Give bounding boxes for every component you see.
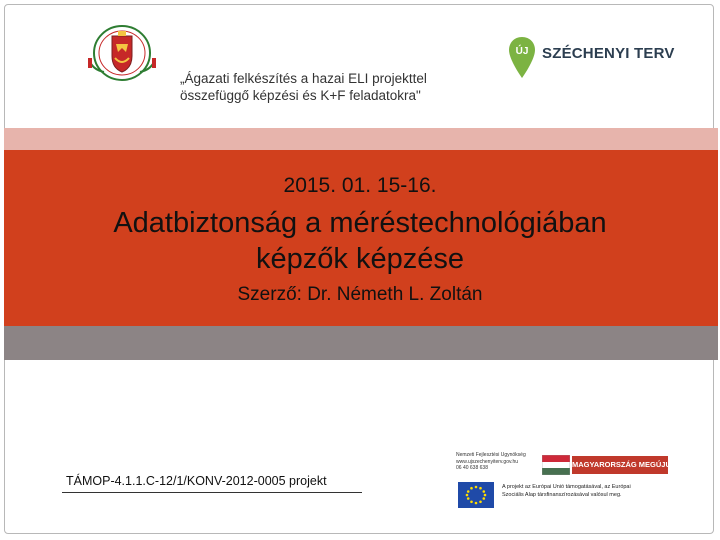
event-date: 2015. 01. 15-16. bbox=[283, 174, 437, 197]
szechenyi-wordmark: SZÉCHENYI TERV bbox=[542, 45, 675, 62]
map-pin-icon bbox=[508, 36, 536, 80]
slide-title bbox=[0, 205, 720, 277]
nfu-line-3: 06 40 638 638 bbox=[456, 465, 488, 471]
title-line-1: Adatbiztonság a méréstechnológiában bbox=[113, 207, 607, 239]
header-subtitle bbox=[180, 70, 510, 104]
project-code-underline bbox=[62, 492, 362, 493]
title-band-top-strip bbox=[4, 128, 718, 150]
eu-flag-icon bbox=[458, 482, 494, 508]
pin-label: ÚJ bbox=[515, 46, 529, 57]
hungarian-coat-of-arms-icon bbox=[82, 22, 162, 84]
title-band-bottom-strip bbox=[4, 326, 718, 360]
funding-logos bbox=[456, 452, 676, 514]
eu-funding-statement bbox=[502, 484, 672, 499]
hungarian-flag-icon bbox=[542, 455, 570, 475]
eu-line-1: A projekt az Európai Unió támogatásával, az Európai bbox=[502, 484, 631, 490]
eu-line-2: Szociális Alap társfinanszírozásával valósul meg. bbox=[502, 491, 622, 498]
szechenyi-terv-logo bbox=[508, 36, 708, 84]
subtitle-line-2: összefüggő képzési és K+F feladatokra" bbox=[180, 88, 421, 103]
nfu-contact bbox=[456, 452, 536, 472]
nfu-line-2: www.ujszechenyiterv.gov.hu bbox=[456, 458, 519, 465]
title-line-2: képzők képzése bbox=[256, 243, 464, 275]
author-line: Szerző: Dr. Németh L. Zoltán bbox=[237, 284, 483, 305]
project-code: TÁMOP-4.1.1.C-12/1/KONV-2012-0005 projekt bbox=[66, 474, 327, 488]
nfu-line-1: Nemzeti Fejlesztési Ügynökség bbox=[456, 452, 526, 458]
subtitle-line-1: „Ágazati felkészítés a hazai ELI projekttel bbox=[180, 71, 427, 86]
magyarorszag-megujul-badge: MAGYARORSZÁG MEGÚJUL bbox=[572, 456, 668, 474]
